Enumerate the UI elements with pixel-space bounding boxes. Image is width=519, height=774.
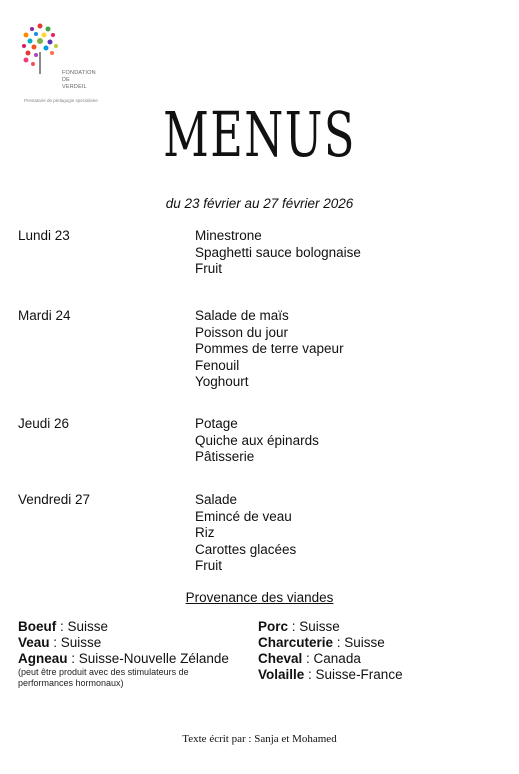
meat-name: Veau <box>18 635 50 650</box>
meat-origin: Suisse-France <box>315 667 403 682</box>
meat-origin: Suisse-Nouvelle Zélande <box>78 651 229 666</box>
meat-origin-row <box>258 651 403 667</box>
dish-item: Minestrone <box>195 228 262 243</box>
dish-item: Carottes glacées <box>195 541 297 557</box>
date-range: du 23 février au 27 février 2026 <box>165 196 354 211</box>
day-label-jeudi: Jeudi 26 <box>18 416 70 431</box>
meat-origin-row <box>18 619 238 635</box>
logo-line-2: DE <box>62 77 71 83</box>
dish-item: Fenouil <box>195 357 240 373</box>
meat-name: Volaille <box>258 667 305 682</box>
dish-item: Poisson du jour <box>195 324 289 340</box>
page-title: MENUS <box>163 98 356 171</box>
day-label-mardi: Mardi 24 <box>18 308 71 323</box>
dish-item: Quiche aux épinards <box>195 432 319 448</box>
dish-item: Spaghetti sauce bolognaise <box>195 244 361 260</box>
fondation-logo <box>20 22 130 104</box>
meat-origin-row <box>258 635 403 651</box>
dish-item: Yoghourt <box>195 374 249 389</box>
dish-item: Pommes de terre vapeur <box>195 341 344 356</box>
meat-origin: Suisse <box>60 635 102 650</box>
meat-origin-row <box>258 619 403 635</box>
meat-origin: Suisse <box>67 619 109 634</box>
dish-item: Salade <box>195 492 238 507</box>
dish-list-jeudi <box>195 416 319 466</box>
author-credit: Texte écrit par : Sanja et Mohamed <box>182 733 337 745</box>
meat-name: Porc <box>258 619 289 634</box>
logo-tagline: Prestataire de pédagogie spécialisée <box>24 98 98 103</box>
provenance-heading <box>0 590 519 605</box>
dish-item: Potage <box>195 416 238 431</box>
logo-wordmark <box>62 70 96 91</box>
dish-item: Fruit <box>195 558 222 573</box>
meat-origin-row <box>18 635 238 651</box>
meat-separator: : <box>304 667 316 682</box>
meat-name: Agneau <box>18 651 68 666</box>
meat-origin: Canada <box>313 651 361 666</box>
dish-item: Riz <box>195 525 215 540</box>
provenance-title: Provenance des viandes <box>185 590 334 605</box>
meat-origin: Suisse <box>299 619 340 634</box>
dish-list-vendredi <box>195 492 296 575</box>
dish-item: Emincé de veau <box>195 508 292 524</box>
day-label-vendredi: Vendredi 27 <box>18 492 91 507</box>
meat-origin-row <box>18 651 238 667</box>
tree-logo-icon <box>20 22 60 74</box>
logo-line-1: FONDATION <box>62 70 96 76</box>
logo-line-3: VERDEIL <box>62 84 87 90</box>
meat-separator: : <box>56 619 68 634</box>
dish-item: Pâtisserie <box>195 449 255 464</box>
day-label-lundi: Lundi 23 <box>18 228 70 243</box>
dish-item: Fruit <box>195 261 222 276</box>
provenance-left-column <box>18 619 238 689</box>
dish-list-lundi <box>195 228 361 278</box>
meat-separator: : <box>288 619 300 634</box>
meat-origin-row <box>258 667 403 683</box>
meat-separator: : <box>49 635 61 650</box>
provenance-right-column <box>258 619 403 683</box>
dish-list-mardi <box>195 308 344 391</box>
meat-name: Charcuterie <box>258 635 334 650</box>
dish-item: Salade de maïs <box>195 308 289 323</box>
meat-name: Cheval <box>258 651 303 666</box>
meat-name: Boeuf <box>18 619 57 634</box>
meat-origin: Suisse <box>344 635 385 650</box>
meat-separator: : <box>302 651 314 666</box>
meat-separator: : <box>67 651 79 666</box>
hormone-note: (peut être produit avec des stimulateurs de performances hormonaux) <box>18 667 189 688</box>
meat-separator: : <box>333 635 345 650</box>
